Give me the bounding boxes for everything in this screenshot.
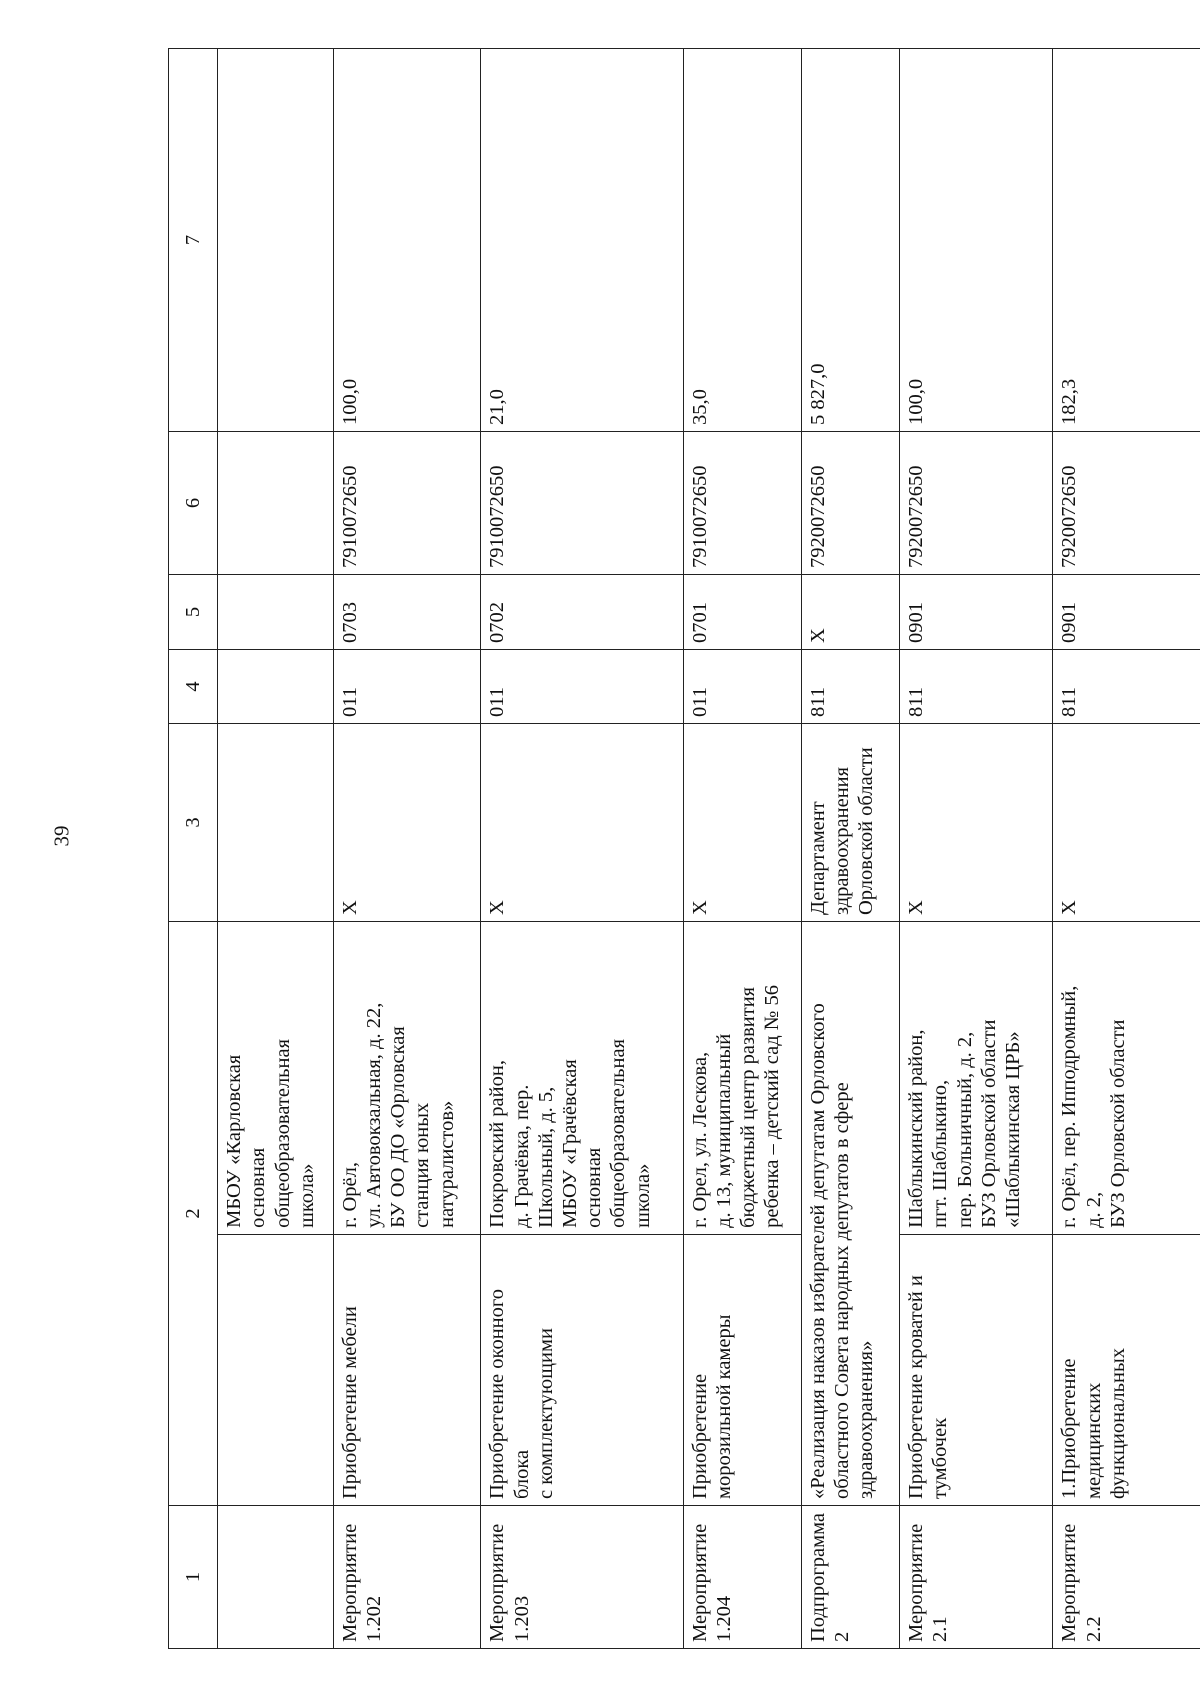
section-cell: 0702 — [481, 575, 683, 650]
table-row — [900, 49, 1053, 1649]
header-cell: 1 — [169, 1506, 218, 1649]
section-cell: 0901 — [1053, 575, 1200, 650]
target-article-cell: 7910072650 — [683, 432, 801, 575]
section-cell — [218, 575, 334, 650]
section-cell: 0703 — [333, 575, 481, 650]
grbs-cell: 011 — [481, 650, 683, 724]
table-row — [333, 49, 481, 1649]
amount-cell: 100,0 — [333, 49, 481, 432]
grbs-cell: 011 — [333, 650, 481, 724]
target-article-cell: 7920072650 — [801, 432, 899, 575]
measure-cell — [333, 922, 481, 1506]
executor-cell: X — [683, 724, 801, 922]
header-row — [169, 49, 218, 1649]
table-row — [218, 49, 334, 1649]
measure-cell — [481, 922, 683, 1506]
subprogram-row — [801, 49, 899, 1649]
measure-name: 1.Приобретение медицинских функциональных — [1053, 1234, 1200, 1505]
header-cell: 3 — [169, 724, 218, 922]
section-cell: X — [801, 575, 899, 650]
measure-name: Приобретение морозильной камеры — [684, 1234, 801, 1505]
grbs-cell: 011 — [683, 650, 801, 724]
measure-address: Покровский район, д. Грачёвка, пер. Школьный, д. 5, МБОУ «Грачёвская основная общеобразовательная школа» — [486, 1038, 654, 1228]
target-article-cell: 7910072650 — [333, 432, 481, 575]
measure-cell — [900, 922, 1053, 1506]
table-row — [481, 49, 683, 1649]
row-code: Мероприятие 2.1 — [900, 1506, 1053, 1649]
executor-cell: Департамент здравоохранения Орловской области — [801, 724, 899, 922]
amount-cell: 100,0 — [900, 49, 1053, 432]
rotated-table-container — [168, 49, 1200, 1649]
grbs-cell: 811 — [801, 650, 899, 724]
measure-address: г. Орёл, ул. Автовокзальная, д. 22, БУ ОО ДО «Орловская станция юных натуралистов» — [338, 1002, 458, 1228]
executor-cell — [218, 724, 334, 922]
table-row — [683, 49, 801, 1649]
measure-cell — [683, 922, 801, 1506]
executor-cell: X — [481, 724, 683, 922]
measure-name — [218, 1234, 333, 1505]
measure-address: г. Орёл, пер. Ипподромный, д. 2, БУЗ Орловской области — [1058, 985, 1129, 1228]
target-article-cell — [218, 432, 334, 575]
grbs-cell: 811 — [1053, 650, 1200, 724]
amount-cell: 5 827,0 — [801, 49, 899, 432]
row-code: Мероприятие 1.203 — [481, 1506, 683, 1649]
subprogram-name: «Реализация наказов избирателей депутатам Орловского областного Совета народных депутатов в сфере здравоохранения» — [801, 922, 899, 1506]
measure-address: МБОУ «Карловская основная общеобразовательная школа» — [223, 1038, 318, 1228]
measure-address: г. Орел, ул. Лескова, д. 13, муниципальный бюджетный центр развития ребенка – детский сад № 56 — [688, 985, 784, 1228]
amount-cell: 182,3 — [1053, 49, 1200, 432]
row-code: Мероприятие 2.2 — [1053, 1506, 1200, 1649]
measure-address: Шаблыкинский район, пгт. Шаблыкино, пер. Больничный, д. 2, БУЗ Орловской области «Шаблыкинская ЦРБ» — [905, 1019, 1024, 1228]
measure-name: Приобретение мебели — [334, 1234, 481, 1505]
header-cell: 5 — [169, 575, 218, 650]
budget-table — [168, 48, 1200, 1649]
target-article-cell: 7910072650 — [481, 432, 683, 575]
header-cell: 4 — [169, 650, 218, 724]
measure-cell — [218, 922, 334, 1506]
header-cell: 2 — [169, 922, 218, 1506]
header-cell: 6 — [169, 432, 218, 575]
row-code: Подпрограмма 2 — [801, 1506, 899, 1649]
row-code: Мероприятие 1.204 — [683, 1506, 801, 1649]
header-cell: 7 — [169, 49, 218, 432]
amount-cell: 21,0 — [481, 49, 683, 432]
executor-cell: X — [900, 724, 1053, 922]
measure-name: Приобретение оконного блока с комплектующими — [481, 1234, 682, 1505]
target-article-cell: 7920072650 — [900, 432, 1053, 575]
row-code: Мероприятие 1.202 — [333, 1506, 481, 1649]
executor-cell: X — [333, 724, 481, 922]
table-row — [1053, 49, 1200, 1649]
section-cell: 0701 — [683, 575, 801, 650]
row-code — [218, 1506, 334, 1649]
grbs-cell: 811 — [900, 650, 1053, 724]
target-article-cell: 7920072650 — [1053, 432, 1200, 575]
page-number: 39 — [49, 825, 74, 847]
executor-cell: X — [1053, 724, 1200, 922]
amount-cell: 35,0 — [683, 49, 801, 432]
measure-name: Приобретение кроватей и тумбочек — [900, 1234, 1052, 1505]
grbs-cell — [218, 650, 334, 724]
amount-cell — [218, 49, 334, 432]
section-cell: 0901 — [900, 575, 1053, 650]
measure-cell — [1053, 922, 1200, 1506]
